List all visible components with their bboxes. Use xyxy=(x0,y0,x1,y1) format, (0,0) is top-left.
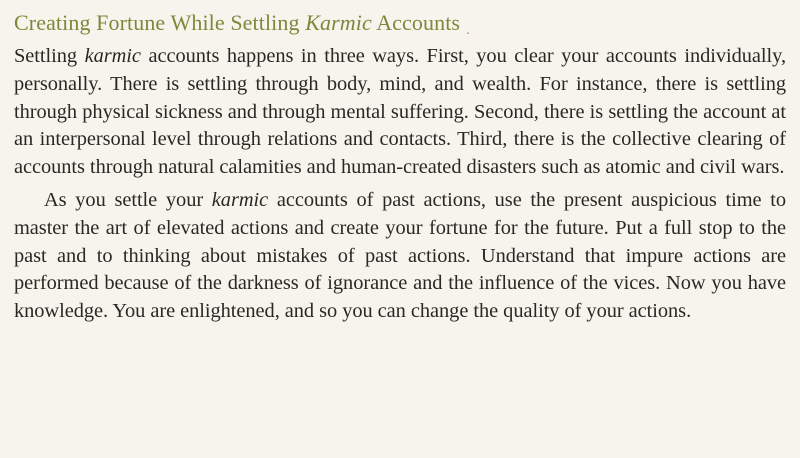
paragraph-2-italic-word: karmic xyxy=(211,188,269,211)
heading-italic-word: Karmic xyxy=(305,10,372,35)
paragraph-1-text-start: Settling xyxy=(14,45,85,67)
paragraph-2 xyxy=(14,187,786,326)
paragraph-2-text-start: As you settle your xyxy=(44,188,212,211)
paragraph-2-text-rest: accounts of past actions, use the present auspicious time to master the art of elevated actions and create your fortune for the future. Put a full stop to the past and to thinking about mistakes of past actions. Understand that impure actions are performed because of the darkness of ignorance and the influence of the vices. Now you have knowledge. You are enlightened, and so you can change the quality of your actions. xyxy=(14,188,786,323)
paragraph-1-italic-word: karmic xyxy=(84,45,141,67)
heading-text-end: Accounts xyxy=(371,10,461,35)
paragraph-1-text-rest: accounts happens in three ways. First, you clear your accounts individually, personally. There is settling through body, mind, and wealth. For instance, there is settling through physical sickness and through mental suffering. Second, there is settling the account at an interpersonal level through relations and contacts. Third, there is the collective clearing of accounts through natural calamities and human-created disasters such as atomic and civil wars. xyxy=(14,45,786,179)
heading-dot: . xyxy=(466,23,470,38)
heading-text: Creating Fortune While Settling xyxy=(14,10,306,35)
paragraph-1 xyxy=(14,43,786,182)
section-heading xyxy=(14,8,786,38)
